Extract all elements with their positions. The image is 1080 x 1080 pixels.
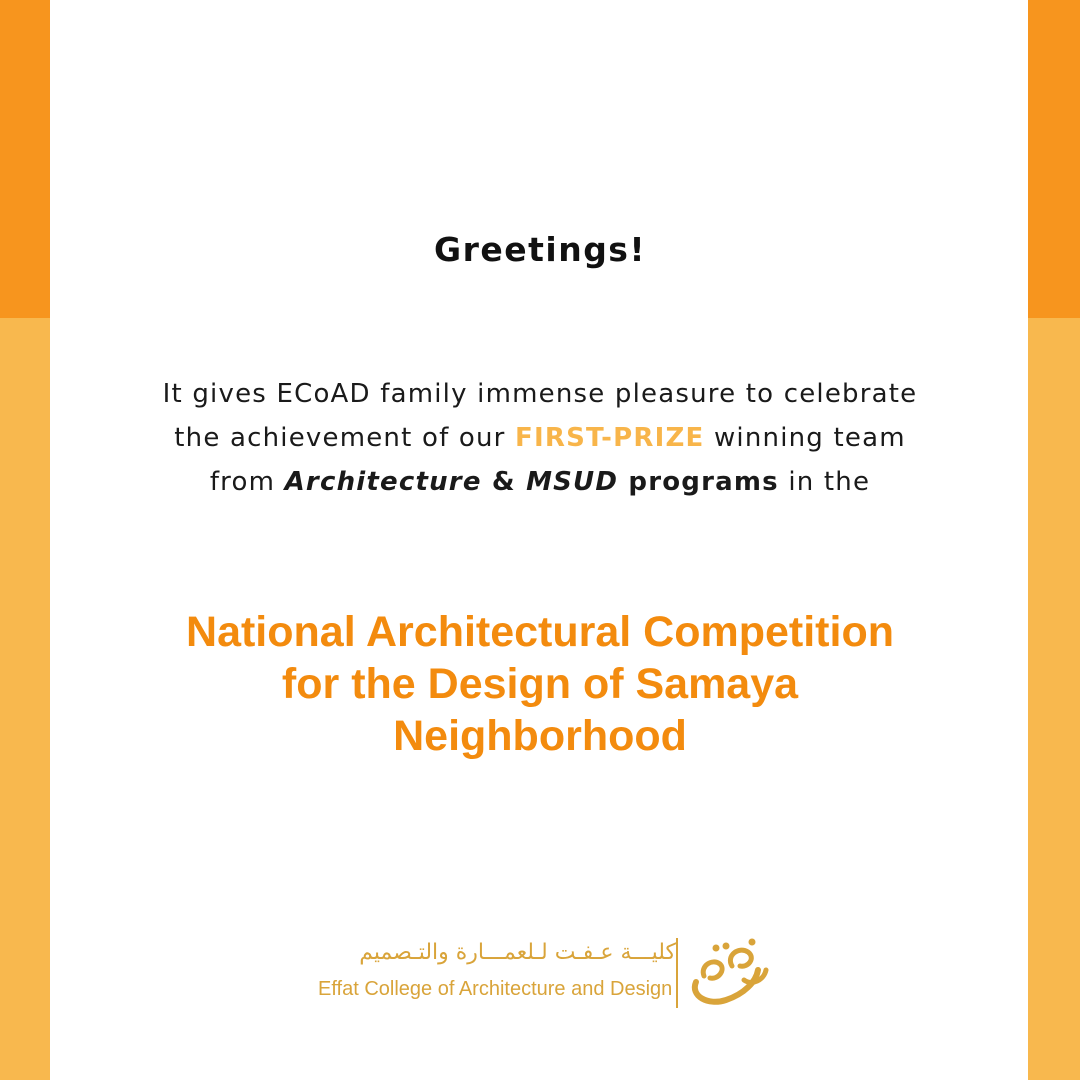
logo-english-name: Effat College of Architecture and Design bbox=[318, 978, 673, 1000]
left-orange-band bbox=[0, 0, 50, 1080]
greeting-heading: Greetings! bbox=[433, 230, 647, 269]
intro-line-1: It gives ECoAD family immense pleasure to celebrate bbox=[162, 379, 918, 409]
first-prize-highlight: FIRST-PRIZE bbox=[515, 423, 705, 453]
title-line-3: Neighborhood bbox=[393, 712, 687, 760]
title-line-1: National Architectural Competition bbox=[186, 608, 894, 656]
intro-line-3-post: in the bbox=[778, 467, 871, 497]
intro-paragraph bbox=[60, 372, 1020, 504]
effat-calligraphy-mark-icon bbox=[686, 936, 772, 1010]
logo-divider bbox=[676, 938, 678, 1008]
intro-line-2 bbox=[60, 416, 1020, 460]
right-band-dark bbox=[1028, 0, 1080, 318]
programs-word: programs bbox=[618, 467, 779, 497]
intro-line-3 bbox=[60, 460, 1020, 504]
right-band-light bbox=[1028, 318, 1080, 1080]
intro-line-2-pre: the achievement of our bbox=[174, 423, 516, 453]
intro-line-3-pre: from bbox=[209, 467, 285, 497]
left-band-light bbox=[0, 318, 50, 1080]
msud-program: MSUD bbox=[526, 467, 619, 497]
effat-college-logo bbox=[318, 932, 788, 1012]
logo-arabic-name: كليـــة عـفـت لـلعمـــارة والتـصميم bbox=[359, 940, 676, 965]
competition-title bbox=[60, 606, 1020, 762]
ampersand: & bbox=[481, 467, 527, 497]
title-line-2: for the Design of Samaya bbox=[281, 660, 799, 708]
architecture-program: Architecture bbox=[284, 467, 482, 497]
intro-line-2-post: winning team bbox=[704, 423, 906, 453]
right-orange-band bbox=[1028, 0, 1080, 1080]
left-band-dark bbox=[0, 0, 50, 318]
